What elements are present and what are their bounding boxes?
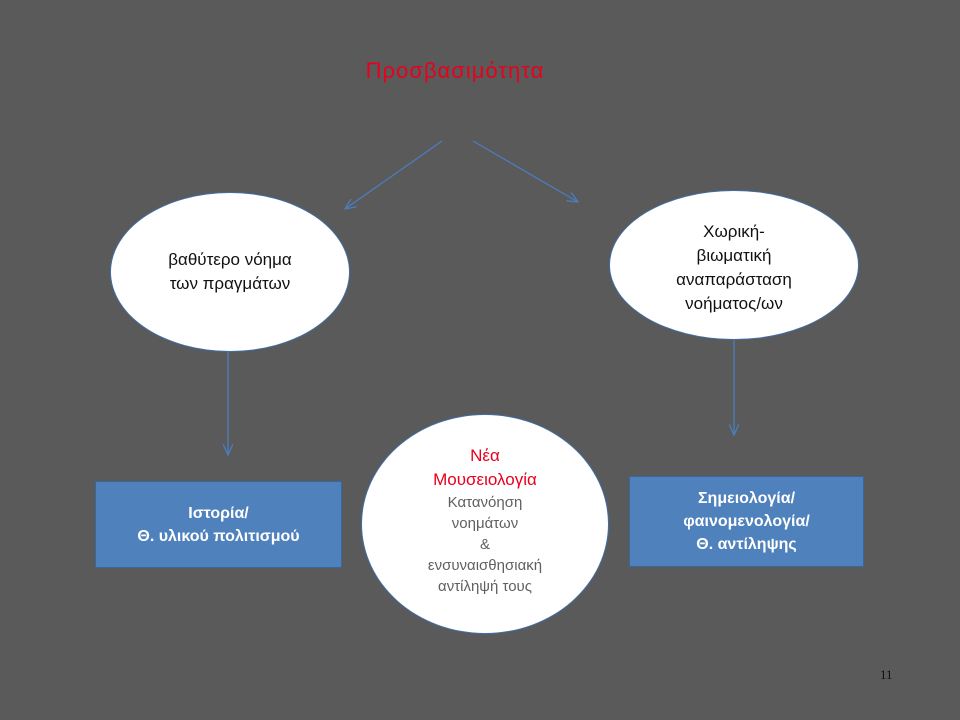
center-line4: ενσυναισθησιακή — [427, 556, 543, 574]
center-heading-line1: Νέα — [470, 445, 500, 465]
arrow-title-to-left — [345, 141, 442, 209]
right-ellipse — [609, 190, 859, 340]
arrow-title-to-right — [473, 141, 578, 202]
right-ellipse-line1: Χωρική- — [703, 222, 765, 241]
page-number: 11 — [880, 667, 893, 682]
center-heading-line2: Μουσειολογία — [433, 469, 537, 489]
slide-title: Προσβασιμότητα — [365, 58, 545, 83]
left-box-line1: Ιστορία/ — [188, 504, 249, 522]
right-box-line3: Θ. αντίληψης — [696, 536, 797, 553]
left-ellipse-line1: βαθύτερο νόημα — [168, 250, 292, 269]
center-line1: Κατανόηση — [447, 493, 523, 511]
right-box — [629, 476, 864, 567]
center-line2: νοημάτων — [451, 514, 519, 532]
left-box — [95, 481, 342, 568]
right-ellipse-line2: βιωματική — [696, 246, 772, 265]
right-ellipse-line4: νοήματος/ων — [685, 294, 783, 313]
center-ellipse — [361, 414, 609, 634]
center-line5: αντίληψή τους — [438, 577, 532, 595]
right-box-line2: φαινομενολογία/ — [683, 513, 810, 530]
left-ellipse — [110, 192, 350, 352]
left-box-line2: Θ. υλικού πολιτισμού — [137, 527, 300, 545]
right-ellipse-line3: αναπαράσταση — [676, 270, 792, 289]
center-line3: & — [479, 535, 490, 553]
right-box-line1: Σημειολογία/ — [697, 490, 796, 507]
left-ellipse-line2: των πραγμάτων — [169, 274, 291, 293]
